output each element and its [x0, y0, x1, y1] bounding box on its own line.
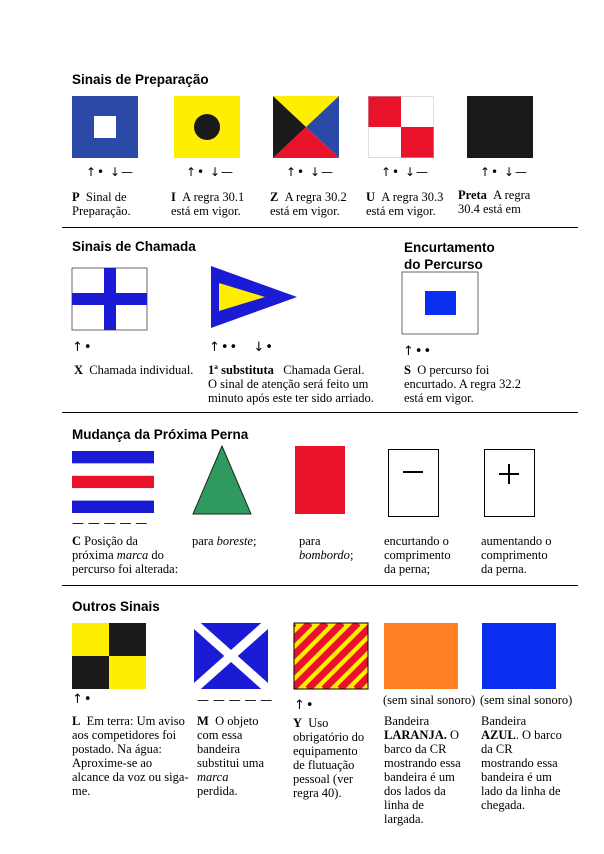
flag-black	[467, 96, 533, 158]
code-p: P	[72, 190, 80, 204]
code-z: Z	[270, 190, 279, 204]
text-starboard-b: ;	[252, 534, 257, 548]
caption-starboard	[192, 534, 282, 548]
text-orange-a: Bandeira	[384, 714, 430, 728]
text-m-a: O objeto com essa bandeira substitui uma	[197, 714, 265, 770]
sound-signal-i: ↑• ↓—	[186, 165, 235, 179]
sound-signal-u: ↑• ↓—	[381, 165, 430, 179]
text-port-italic: bombordo	[299, 548, 350, 562]
sound-signal-z: ↑• ↓—	[286, 165, 335, 179]
code-s: S	[404, 363, 411, 377]
section-title-prep: Sinais de Preparação	[72, 72, 209, 87]
section-title-chamada: Sinais de Chamada	[72, 239, 196, 254]
section-title-encurtamento	[404, 239, 495, 273]
caption-shorten: encurtando o comprimento da perna;	[384, 534, 451, 576]
red-cylinder-mark	[295, 446, 345, 514]
code-black: Preta	[458, 188, 487, 202]
caption-orange	[384, 714, 466, 826]
sound-signal-x: ↑•	[72, 340, 93, 355]
flag-i	[174, 96, 240, 158]
caption-p	[72, 190, 154, 218]
flag-y	[294, 623, 368, 689]
caption-u	[366, 190, 456, 218]
text-u: A regra 30.3 está em vigor.	[366, 190, 444, 218]
minus-sign-icon	[388, 449, 439, 517]
text-port-a: para	[299, 534, 321, 548]
text-orange-b: O barco da CR mostrando essa bandeira é um dos lados da linha de largada.	[384, 728, 461, 826]
note-orange: (sem sinal sonoro)	[383, 693, 476, 707]
divider	[62, 585, 578, 586]
text-blue-a: Bandeira	[481, 714, 527, 728]
title-line-1: Encurtamento	[404, 240, 495, 255]
text-x: Chamada individual.	[89, 363, 194, 377]
caption-l	[72, 714, 190, 798]
section-title-outros: Outros Sinais	[72, 599, 160, 614]
flag-blue	[482, 623, 556, 689]
sound-signal-y: ↑•	[294, 698, 315, 713]
sound-signal-first-substitute: ↑•• ↓•	[209, 340, 274, 355]
caption-port	[299, 534, 367, 562]
flag-u	[368, 96, 434, 158]
flag-m	[194, 623, 268, 689]
code-i: I	[171, 190, 176, 204]
caption-lengthen: aumentando o comprimento da perna.	[481, 534, 552, 576]
sound-signal-m: — — — — —	[197, 693, 273, 707]
flag-c	[72, 451, 154, 513]
caption-y	[293, 716, 369, 800]
code-l: L	[72, 714, 81, 728]
text-p: Sinal de Preparação.	[72, 190, 131, 218]
flag-s	[402, 272, 478, 334]
divider	[62, 227, 578, 228]
text-starboard-a: para	[192, 534, 217, 548]
flag-first-substitute	[211, 266, 297, 328]
text-c-italic: marca	[116, 548, 149, 562]
title-line-2: do Percurso	[404, 257, 483, 272]
sound-signal-p: ↑• ↓—	[86, 165, 135, 179]
code-u: U	[366, 190, 376, 204]
text-c-b: do percurso foi alterada:	[72, 548, 179, 576]
section-title-mudanca: Mudança da Próxima Perna	[72, 427, 249, 442]
text-l: Em terra: Um aviso aos competidores foi postado. Na água: Aproxime-se ao alcance da voz ou siga-me.	[72, 714, 189, 798]
code-y: Y	[293, 716, 303, 730]
code-m: M	[197, 714, 209, 728]
text-black: A regra 30.4 está em	[458, 188, 531, 216]
caption-blue	[481, 714, 565, 812]
flag-x	[72, 268, 147, 330]
text-starboard-italic: boreste	[216, 534, 253, 548]
code-x: X	[74, 363, 84, 377]
text-port-b: ;	[349, 548, 354, 562]
flag-z	[273, 96, 339, 158]
flag-l	[72, 623, 146, 689]
plus-sign-icon	[484, 449, 535, 517]
text-m-b: perdida.	[197, 784, 238, 798]
caption-m	[197, 714, 269, 798]
text-c-a: Posição da próxima	[72, 534, 138, 562]
caption-x	[74, 363, 202, 377]
code-c: C	[72, 534, 82, 548]
caption-c	[72, 534, 182, 576]
text-s: O percurso foi encurtado. A regra 32.2 está em vigor.	[404, 363, 521, 405]
text-z: A regra 30.2 está em vigor.	[270, 190, 347, 218]
text-y: Uso obrigatório do equipamento de flutuação pessoal (ver regra 40).	[293, 716, 365, 800]
caption-z	[270, 190, 360, 218]
text-i: A regra 30.1 está em vigor.	[171, 190, 245, 218]
caption-black	[458, 188, 544, 216]
sound-signal-s: ↑••	[403, 344, 433, 359]
caption-s	[404, 363, 524, 405]
text-m-italic: marca	[197, 770, 229, 784]
sound-signal-l: ↑•	[72, 692, 93, 707]
text-first-substitute: Chamada Geral. O sinal de atenção será feito um minuto após este ter sido arriado.	[208, 363, 374, 405]
flag-orange	[384, 623, 458, 689]
caption-first-substitute	[208, 363, 376, 405]
code-orange: LARANJA.	[384, 728, 447, 742]
flag-p	[72, 96, 138, 158]
sound-signal-black: ↑• ↓—	[480, 165, 529, 179]
note-blue: (sem sinal sonoro)	[480, 693, 573, 707]
green-triangle-mark	[193, 446, 251, 514]
divider	[62, 412, 578, 413]
code-blue: AZUL	[481, 728, 516, 742]
caption-i	[171, 190, 259, 218]
code-first-substitute: 1ª substituta	[208, 363, 274, 377]
text-blue-b: . O barco da CR mostrando essa bandeira é um lado da linha de chegada.	[481, 728, 562, 812]
sound-signal-c: — — — — —	[72, 516, 148, 530]
